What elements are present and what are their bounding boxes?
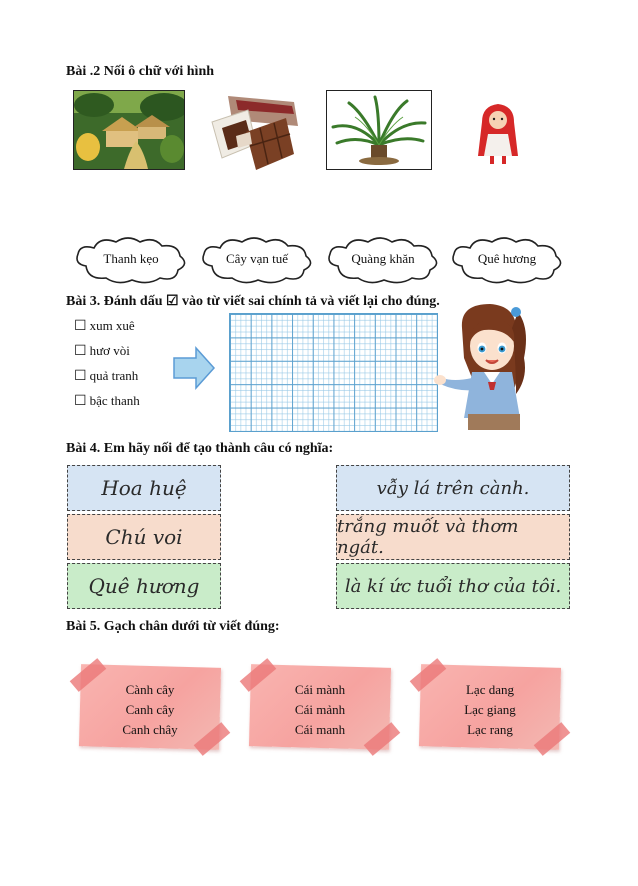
- right-arrow-icon: [172, 346, 216, 395]
- match-left-box[interactable]: Quê hương: [67, 563, 221, 609]
- checkbox-icon[interactable]: ☐: [74, 369, 87, 384]
- word-option[interactable]: Canh cây: [125, 702, 175, 717]
- word-option[interactable]: Cái mảnh: [294, 702, 346, 717]
- word-option[interactable]: Lạc dang: [465, 682, 514, 697]
- word-option[interactable]: Lạc giang: [464, 702, 516, 717]
- checkbox-icon[interactable]: ☐: [74, 344, 87, 359]
- bai2-heading: Bài .2 Nối ô chữ với hình: [66, 64, 215, 79]
- bai3-heading: Bài 3. Đánh dấu ☑ vào từ viết sai chính tả và viết lại cho đúng.: [66, 294, 440, 309]
- checklist-item[interactable]: [74, 368, 138, 385]
- cloud-cay-van-tue: [198, 234, 316, 286]
- checklist-item[interactable]: [74, 393, 140, 410]
- sticky-note: [250, 666, 390, 748]
- checklist-item-label: hươ vòi: [89, 343, 130, 358]
- sticky-note: [80, 666, 220, 748]
- word-option[interactable]: Cái manh: [294, 722, 346, 737]
- bai5-heading: Bài 5. Gạch chân dưới từ viết đúng:: [66, 619, 280, 634]
- checklist-item-label: xum xuê: [89, 318, 135, 333]
- word-option[interactable]: Lạc rang: [467, 722, 513, 737]
- match-left-box[interactable]: Hoa huệ: [67, 465, 221, 511]
- cycad-plant-image: [326, 90, 432, 170]
- sticky-note: [420, 666, 560, 748]
- red-hood-girl-image: [474, 100, 522, 168]
- match-right-box[interactable]: vẫy lá trên cành.: [336, 465, 570, 511]
- cloud-label: Thanh kẹo: [103, 251, 159, 266]
- word-option[interactable]: Cành cây: [125, 682, 175, 697]
- match-right-box[interactable]: là kí ức tuổi thơ của tôi.: [336, 563, 570, 609]
- checklist-item[interactable]: [74, 318, 135, 335]
- cloud-que-huong: [448, 234, 566, 286]
- cloud-quang-khan: [324, 234, 442, 286]
- checklist-item[interactable]: [74, 343, 130, 360]
- girl-teacher-image: [432, 298, 536, 430]
- match-right-box[interactable]: trắng muốt và thơm ngát.: [336, 514, 570, 560]
- cloud-label: Cây vạn tuế: [225, 251, 289, 266]
- word-option[interactable]: Canh chây: [122, 722, 178, 737]
- checklist-item-label: quả tranh: [89, 368, 139, 383]
- cloud-thanh-keo: [72, 234, 190, 286]
- checklist-item-label: bậc thanh: [89, 393, 140, 408]
- cloud-label: Quàng khăn: [351, 251, 415, 266]
- word-option[interactable]: Cái mành: [294, 682, 346, 697]
- village-painting-image: [73, 90, 185, 170]
- bai4-heading: Bài 4. Em hãy nối để tạo thành câu có nghĩa:: [66, 441, 334, 456]
- checkbox-icon[interactable]: ☐: [74, 319, 87, 334]
- match-left-box[interactable]: Chú voi: [67, 514, 221, 560]
- chocolate-bar-image: [206, 92, 302, 174]
- writing-grid[interactable]: [229, 313, 438, 432]
- checkbox-icon[interactable]: ☐: [74, 394, 87, 409]
- cloud-label: Quê hương: [477, 251, 537, 266]
